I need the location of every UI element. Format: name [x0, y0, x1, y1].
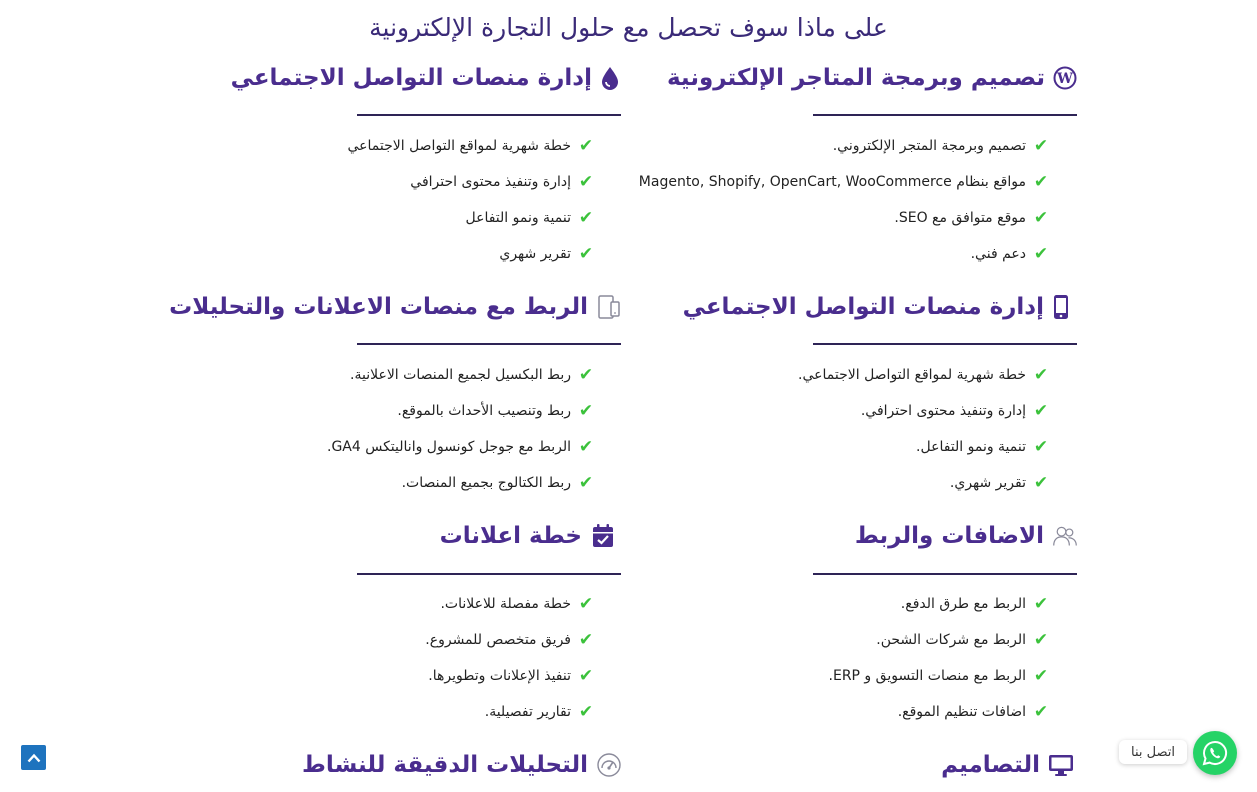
list-item: ✔ خطة شهرية لمواقع التواصل الاجتماعي: [347, 136, 594, 156]
chevron-up-icon: [27, 753, 41, 763]
section-analytics: [300, 745, 622, 785]
check-icon: ✔: [1033, 594, 1049, 614]
calendar-check-icon: [590, 523, 616, 549]
droplet-icon: [600, 65, 620, 91]
svg-text:W: W: [1057, 71, 1073, 87]
check-icon: ✔: [578, 244, 594, 264]
check-icon: ✔: [1033, 630, 1049, 650]
scroll-top-button[interactable]: [21, 745, 46, 770]
section-ads-analytics: [169, 287, 622, 327]
list-item: ✔ ربط وتنصيب الأحداث بالموقع.: [397, 401, 594, 421]
check-icon: ✔: [578, 630, 594, 650]
divider: [357, 343, 621, 345]
check-icon: ✔: [1033, 244, 1049, 264]
list-item: ✔ الربط مع شركات الشحن.: [876, 630, 1049, 650]
section-social-media-mobile: [682, 287, 1070, 327]
list-item: ✔ دعم فني.: [970, 244, 1049, 264]
check-icon: ✔: [578, 208, 594, 228]
list-item: ✔ تنمية ونمو التفاعل.: [916, 437, 1049, 457]
whatsapp-icon: [1202, 740, 1228, 766]
list-item: ✔ تصميم وبرمجة المتجر الإلكتروني.: [832, 136, 1049, 156]
check-icon: ✔: [578, 702, 594, 722]
section-title: تصميم وبرمجة المتاجر الإلكترونية: [666, 65, 1045, 91]
list-item: ✔ تقرير شهري.: [949, 473, 1049, 493]
list-item: ✔ موقع متوافق مع SEO.: [894, 208, 1049, 228]
check-icon: ✔: [578, 473, 594, 493]
divider: [357, 573, 621, 575]
list-item: ✔ الربط مع منصات التسويق و ERP.: [828, 666, 1049, 686]
check-icon: ✔: [1033, 666, 1049, 686]
users-icon: [1052, 523, 1078, 549]
check-icon: ✔: [578, 365, 594, 385]
check-icon: ✔: [578, 172, 594, 192]
divider: [813, 573, 1077, 575]
check-icon: ✔: [578, 437, 594, 457]
whatsapp-label[interactable]: اتصل بنا: [1119, 740, 1187, 764]
section-title: خطة اعلانات: [439, 523, 582, 549]
section-heading: [666, 58, 1077, 98]
item-list: [250, 128, 595, 272]
section-heading: [230, 58, 620, 98]
section-ads-plan: [420, 516, 616, 556]
list-item: ✔ خطة شهرية لمواقع التواصل الاجتماعي.: [798, 365, 1049, 385]
list-item: ✔ فريق متخصص للمشروع.: [425, 630, 594, 650]
section-social-media: [230, 58, 620, 98]
item-list: [600, 128, 1050, 272]
check-icon: ✔: [1033, 172, 1049, 192]
item-list: [700, 357, 1050, 501]
page-title: على ماذا سوف تحصل مع حلول التجارة الإلكترونية: [369, 13, 888, 42]
section-heading: [420, 516, 616, 556]
wordpress-icon: [1053, 65, 1077, 91]
monitor-icon: [1048, 752, 1074, 778]
section-designs: [900, 745, 1074, 785]
check-icon: ✔: [1033, 401, 1049, 421]
gauge-icon: [596, 752, 622, 778]
item-list: [700, 586, 1050, 730]
item-list: [250, 357, 595, 501]
mobile-icon: [1052, 294, 1070, 320]
check-icon: ✔: [1033, 136, 1049, 156]
section-heading: [900, 745, 1074, 785]
section-heading: [800, 516, 1078, 556]
check-icon: ✔: [1033, 437, 1049, 457]
divider: [813, 343, 1077, 345]
list-item: ✔ تنفيذ الإعلانات وتطويرها.: [428, 666, 594, 686]
devices-icon: [596, 294, 622, 320]
section-title: إدارة منصات التواصل الاجتماعي: [682, 294, 1044, 320]
section-title: إدارة منصات التواصل الاجتماعي: [230, 65, 592, 91]
divider: [813, 114, 1077, 116]
section-heading: [300, 745, 622, 785]
list-item: ✔ الربط مع طرق الدفع.: [900, 594, 1049, 614]
section-heading: [682, 287, 1070, 327]
list-item: ✔ خطة مفصلة للاعلانات.: [440, 594, 594, 614]
list-item: ✔ الربط مع جوجل كونسول واناليتكس GA4.: [326, 437, 594, 457]
whatsapp-button[interactable]: [1193, 731, 1237, 775]
list-item: ✔ تقارير تفصيلية.: [484, 702, 594, 722]
item-list: [250, 586, 595, 730]
check-icon: ✔: [578, 136, 594, 156]
section-title: الاضافات والربط: [854, 523, 1044, 549]
list-item: ✔ تنمية ونمو التفاعل: [465, 208, 594, 228]
list-item: ✔ ربط الكتالوج بجميع المنصات.: [401, 473, 594, 493]
check-icon: ✔: [1033, 208, 1049, 228]
list-item: ✔ مواقع بنظام Magento, Shopify, OpenCart, WooCommerce: [638, 172, 1049, 192]
check-icon: ✔: [578, 401, 594, 421]
list-item: ✔ اضافات تنظيم الموقع.: [897, 702, 1049, 722]
section-heading: [169, 287, 622, 327]
list-item: ✔ تقرير شهري: [499, 244, 594, 264]
list-item: ✔ ربط البكسيل لجميع المنصات الاعلانية.: [350, 365, 594, 385]
check-icon: ✔: [1033, 365, 1049, 385]
divider: [357, 114, 621, 116]
section-title: التحليلات الدقيقة للنشاط: [302, 752, 588, 778]
section-title: الربط مع منصات الاعلانات والتحليلات: [169, 294, 588, 320]
section-design: [666, 58, 1077, 98]
section-addons: [800, 516, 1078, 556]
check-icon: ✔: [578, 594, 594, 614]
check-icon: ✔: [578, 666, 594, 686]
check-icon: ✔: [1033, 473, 1049, 493]
list-item: ✔ إدارة وتنفيذ محتوى احترافي: [410, 172, 594, 192]
section-title: التصاميم: [941, 752, 1040, 778]
check-icon: ✔: [1033, 702, 1049, 722]
list-item: ✔ إدارة وتنفيذ محتوى احترافي.: [860, 401, 1049, 421]
